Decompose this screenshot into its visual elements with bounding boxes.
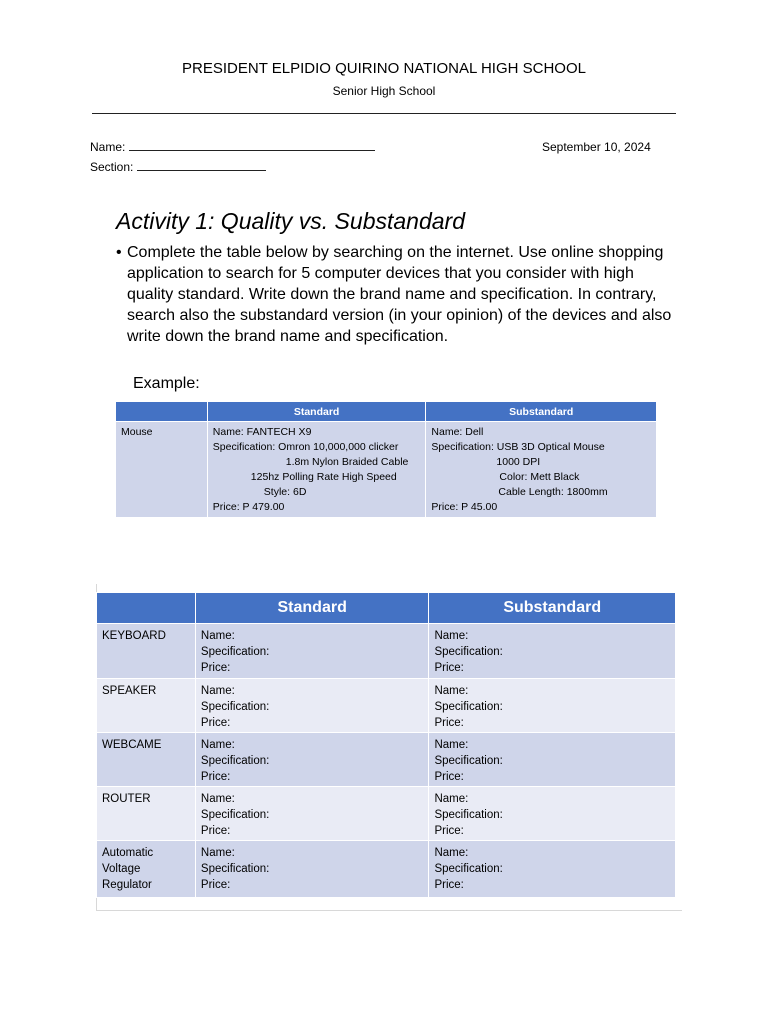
device-name: KEYBOARD (102, 630, 166, 642)
example-substandard-spec-1: 1000 DPI (496, 456, 541, 468)
bullet-dot: • (116, 244, 122, 261)
substandard-field-label: Specification: (434, 755, 503, 767)
device-name: Regulator (102, 879, 152, 891)
standard-field-label: Specification: (200, 809, 270, 821)
devices-header-row (97, 593, 676, 624)
standard-field-label: Name: (200, 847, 235, 859)
example-header-row (116, 402, 657, 422)
example-standard-price: Price: P 479.00 (212, 501, 285, 513)
standard-field-label: Price: (200, 879, 231, 891)
example-substandard-spec: Specification: USB 3D Optical Mouse (431, 441, 605, 453)
device-name: SPEAKER (102, 685, 157, 697)
substandard-field-label: Name: (434, 630, 469, 642)
standard-cell[interactable] (195, 733, 429, 787)
activity-title: Activity 1: Quality vs. Substandard (116, 208, 465, 234)
section-field (90, 160, 266, 174)
example-standard-cell (207, 422, 426, 518)
example-substandard-name: Name: Dell (431, 426, 484, 438)
device-cell (97, 841, 196, 898)
section-label: Section: (90, 160, 134, 174)
example-substandard-spec-2: Color: Mett Black (499, 471, 580, 483)
substandard-field-label: Name: (434, 847, 469, 859)
device-name: ROUTER (102, 793, 151, 805)
substandard-field-label: Name: (434, 793, 469, 805)
devices-table (96, 592, 676, 898)
standard-cell[interactable] (195, 841, 429, 898)
example-substandard-spec-3: Cable Length: 1800mm (498, 486, 608, 498)
example-device: Mouse (121, 426, 153, 438)
substandard-field-label: Specification: (434, 646, 503, 658)
name-field (90, 140, 375, 154)
school-subtitle: Senior High School (332, 84, 436, 98)
standard-cell[interactable] (195, 679, 429, 733)
standard-field-label: Name: (200, 630, 235, 642)
example-label: Example: (133, 375, 200, 392)
example-table (115, 401, 657, 518)
standard-field-label: Name: (200, 739, 235, 751)
device-name: WEBCAME (102, 739, 162, 751)
substandard-cell[interactable] (429, 841, 676, 898)
substandard-cell[interactable] (429, 787, 676, 841)
substandard-field-label: Price: (434, 771, 464, 783)
device-row (97, 787, 676, 841)
device-cell (97, 787, 196, 841)
device-row (97, 733, 676, 787)
standard-field-label: Price: (200, 662, 231, 674)
devices-header-blank (97, 593, 196, 624)
standard-field-label: Specification: (200, 863, 270, 875)
substandard-field-label: Price: (434, 825, 464, 837)
example-substandard-price: Price: P 45.00 (431, 501, 498, 513)
device-row (97, 624, 676, 679)
substandard-field-label: Name: (434, 685, 469, 697)
instructions (116, 242, 676, 347)
devices-header-standard: Standard (195, 593, 429, 624)
example-standard-spec-2: 125hz Polling Rate High Speed (250, 471, 397, 483)
example-standard-spec-1: 1.8m Nylon Braided Cable (285, 456, 409, 468)
header-rule (92, 113, 676, 114)
device-cell (97, 679, 196, 733)
devices-header-substandard: Substandard (429, 593, 676, 624)
substandard-field-label: Specification: (434, 863, 503, 875)
example-substandard-cell (426, 422, 657, 518)
example-standard-spec-3: Style: 6D (263, 486, 307, 498)
substandard-cell[interactable] (429, 679, 676, 733)
standard-field-label: Specification: (200, 646, 270, 658)
standard-field-label: Price: (200, 717, 231, 729)
standard-field-label: Specification: (200, 755, 270, 767)
substandard-field-label: Price: (434, 717, 464, 729)
example-header-substandard: Substandard (426, 402, 657, 422)
name-blank (129, 140, 375, 151)
standard-field-label: Price: (200, 771, 231, 783)
example-header-blank (116, 402, 208, 422)
standard-field-label: Name: (200, 793, 235, 805)
device-row (97, 679, 676, 733)
substandard-cell[interactable] (429, 624, 676, 679)
substandard-field-label: Specification: (434, 701, 503, 713)
standard-field-label: Name: (200, 685, 235, 697)
frame-bottom-edge (96, 910, 682, 911)
device-name: Voltage (102, 863, 141, 875)
device-name: Automatic (102, 847, 154, 859)
substandard-field-label: Price: (434, 662, 464, 674)
example-header-standard: Standard (207, 402, 426, 422)
example-standard-name: Name: FANTECH X9 (212, 426, 312, 438)
standard-field-label: Specification: (200, 701, 270, 713)
standard-cell[interactable] (195, 787, 429, 841)
name-label: Name: (90, 140, 126, 154)
instructions-text: Complete the table below by searching on the internet. Use online shopping application to search for 5 computer devices that you consider with high quality standard. Write down the brand name and specification. In contrary, search also the substandard version (in your opinion) of the devices and also write down the brand name and specification. (127, 244, 672, 345)
example-standard-spec: Specification: Omron 10,000,000 clicker (212, 441, 399, 453)
standard-field-label: Price: (200, 825, 231, 837)
substandard-field-label: Price: (434, 879, 464, 891)
school-name: PRESIDENT ELPIDIO QUIRINO NATIONAL HIGH SCHOOL (182, 60, 586, 77)
substandard-field-label: Name: (434, 739, 469, 751)
device-cell (97, 733, 196, 787)
example-row-mouse (116, 422, 657, 518)
substandard-cell[interactable] (429, 733, 676, 787)
example-device-cell (116, 422, 208, 518)
date-text: September 10, 2024 (542, 140, 651, 154)
device-cell (97, 624, 196, 679)
device-row (97, 841, 676, 898)
standard-cell[interactable] (195, 624, 429, 679)
substandard-field-label: Specification: (434, 809, 503, 821)
section-blank (137, 160, 266, 171)
